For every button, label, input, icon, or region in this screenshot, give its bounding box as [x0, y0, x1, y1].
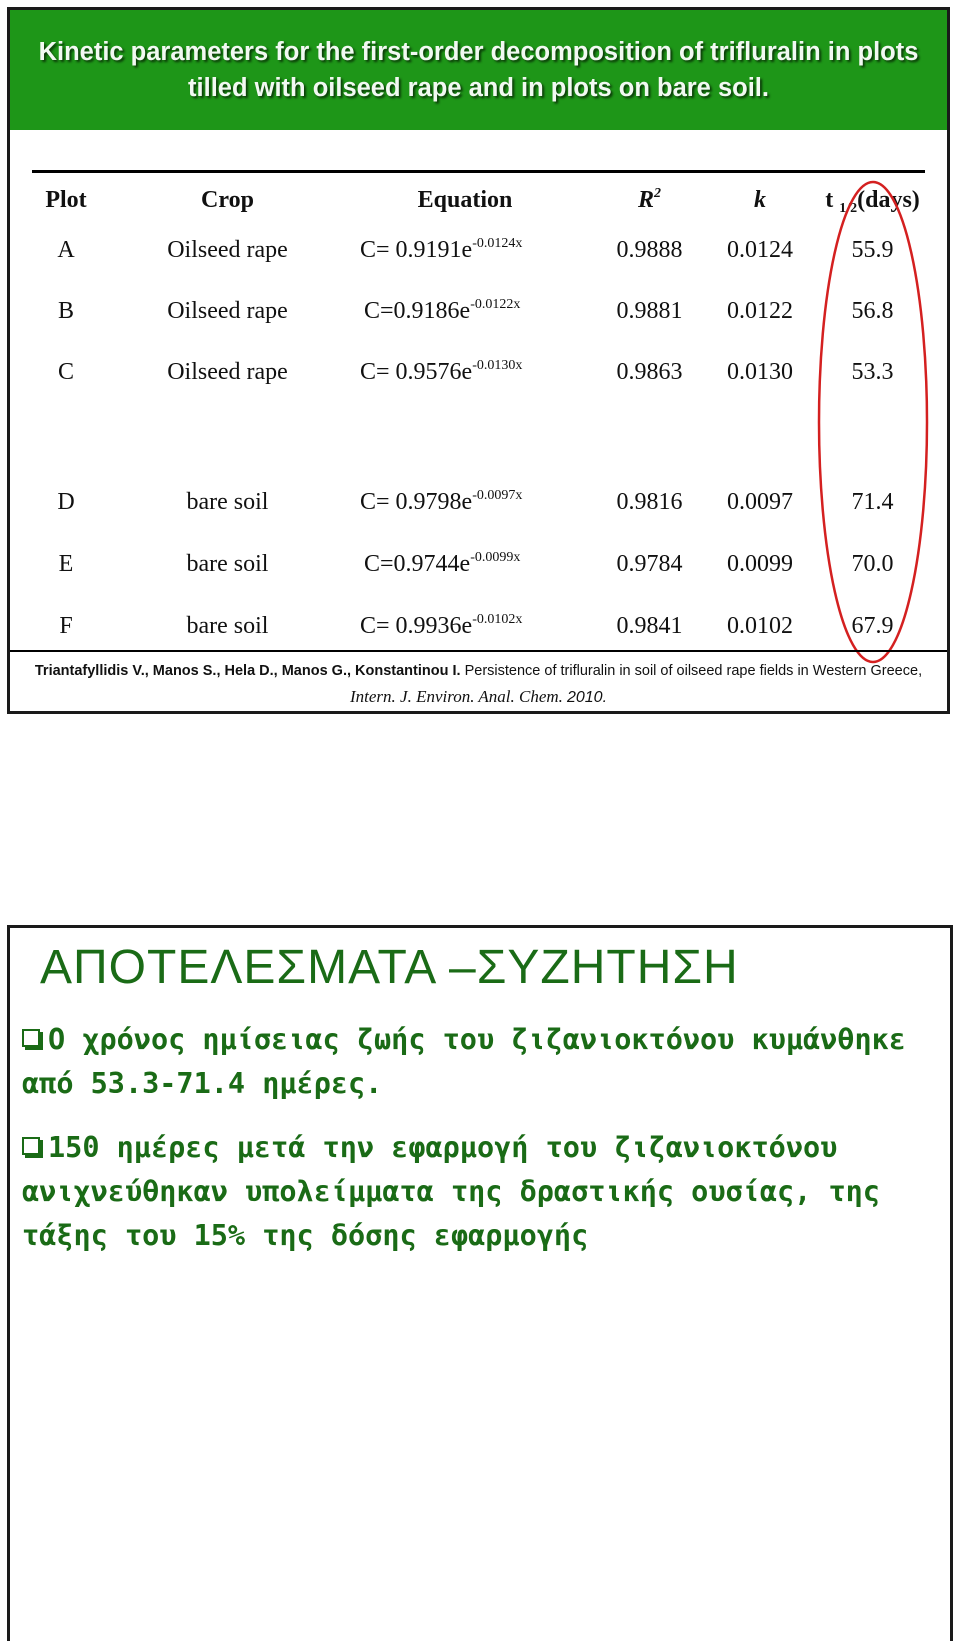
header-plot: Plot	[45, 187, 87, 213]
bullet-item	[22, 1126, 930, 1258]
cell-half-life: 67.9	[851, 613, 894, 639]
header-crop: Crop	[201, 187, 254, 213]
cell-plot: B	[57, 298, 74, 324]
results-heading: ΑΠΟΤΕΛΕΣΜΑΤΑ –ΣΥΖΗΤΗΣΗ	[40, 941, 739, 994]
equation-base: C= 0.9798e	[360, 489, 473, 515]
equation-exponent: -0.0124x	[472, 236, 523, 251]
header-r-base: R	[637, 187, 654, 213]
slide-kinetic-table	[7, 7, 950, 714]
equation-base: C=0.9186e	[364, 298, 471, 324]
equation-exponent: -0.0099x	[470, 550, 521, 565]
header-equation: Equation	[417, 187, 513, 213]
cell-k: 0.0130	[727, 359, 793, 385]
cell-half-life: 55.9	[851, 237, 894, 263]
bullet-text: Ο χρόνος ημίσειας ζωής του ζιζανιοκτόνου κυμάνθηκε από 53.3-71.4 ημέρες.	[22, 1023, 906, 1100]
cell-half-life: 53.3	[851, 359, 894, 385]
cell-half-life: 71.4	[851, 489, 894, 515]
cell-crop: Oilseed rape	[167, 298, 288, 324]
checkbox-bullet-icon	[22, 1137, 40, 1155]
cell-plot: E	[58, 551, 74, 577]
cell-r-squared: 0.9841	[616, 613, 683, 639]
cell-plot: D	[57, 489, 75, 515]
equation-base: C= 0.9936e	[360, 613, 473, 639]
cell-k: 0.0097	[727, 489, 793, 515]
equation-exponent: -0.0130x	[472, 358, 523, 373]
cell-half-life: 70.0	[851, 551, 894, 577]
header-k: k	[754, 187, 766, 213]
cell-k: 0.0099	[727, 551, 793, 577]
citation-journal: Intern. J. Environ. Anal. Chem.	[349, 687, 563, 706]
equation-base: C= 0.9576e	[360, 359, 473, 385]
equation-base: C= 0.9191e	[360, 237, 473, 263]
cell-crop: bare soil	[186, 613, 269, 639]
slide-title: Kinetic parameters for the first-order decomposition of trifluralin in plots tilled with oilseed rape and in plots on bare soil.	[38, 38, 919, 102]
cell-crop: bare soil	[186, 551, 269, 577]
cell-r-squared: 0.9863	[616, 359, 683, 385]
citation-authors: Triantafyllidis V., Manos S., Hela D., Manos G., Konstantinou I.	[34, 663, 461, 679]
cell-crop: Oilseed rape	[167, 237, 288, 263]
half-life-highlight	[10, 10, 947, 711]
header-t-unit: (days)	[857, 187, 920, 213]
bullet-item	[22, 1018, 930, 1106]
cell-k: 0.0122	[727, 298, 793, 324]
cell-r-squared: 0.9784	[616, 551, 683, 577]
header-t-sub: 1/2	[839, 201, 858, 216]
equation-exponent: -0.0102x	[472, 612, 523, 627]
citation-title: Persistence of trifluralin in soil of oilseed rape fields in Western Greece,	[464, 663, 923, 679]
cell-half-life: 56.8	[851, 298, 894, 324]
equation-base: C=0.9744e	[364, 551, 471, 577]
equation-exponent: -0.0122x	[470, 297, 521, 312]
table-bottom-rule	[10, 650, 947, 652]
slide-results-discussion	[7, 925, 953, 1641]
citation	[22, 658, 935, 711]
cell-crop: Oilseed rape	[167, 359, 288, 385]
equation-exponent: -0.0097x	[472, 488, 523, 503]
header-r-sup: 2	[654, 186, 661, 201]
cell-plot: A	[57, 237, 75, 263]
checkbox-bullet-icon	[22, 1029, 40, 1047]
header-t-base: t	[825, 187, 834, 213]
cell-crop: bare soil	[186, 489, 269, 515]
cell-r-squared: 0.9888	[616, 237, 683, 263]
cell-plot: F	[59, 613, 73, 639]
cell-r-squared: 0.9816	[616, 489, 683, 515]
cell-k: 0.0124	[727, 237, 793, 263]
cell-k: 0.0102	[727, 613, 793, 639]
cell-plot: C	[57, 359, 74, 385]
bullet-text: 150 ημέρες μετά την εφαρμογή του ζιζανιοκτόνου ανιχνεύθηκαν υπολείμματα της δραστικής ουσίας, της τάξης του 15% της δόσης εφαρμογής	[22, 1131, 880, 1252]
cell-r-squared: 0.9881	[616, 298, 683, 324]
citation-year: 2010.	[566, 689, 608, 706]
half-life-ellipse	[819, 182, 927, 662]
